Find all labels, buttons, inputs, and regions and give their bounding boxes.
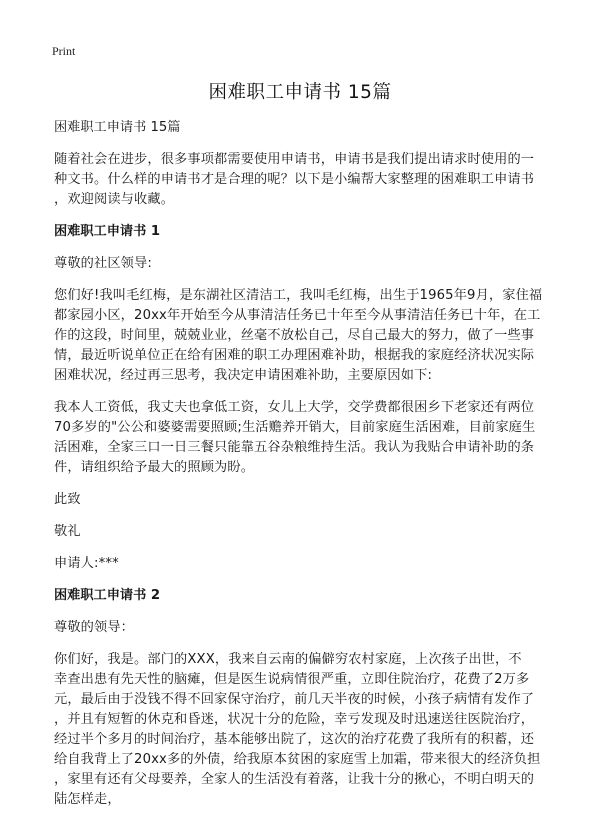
text-line: 你们好，我是。部门的XXX，我来自云南的偏僻穷农村家庭，上次孩子出世，不	[54, 652, 522, 667]
text-line: 70多岁的"公公和婆婆需要照顾;生活赡养开销大，目前家庭生活困难，目前家庭生	[54, 420, 536, 435]
section-heading: 困难职工申请书 1	[54, 224, 161, 239]
text-line: 给自我背上了20xx多的外债，给我原本贫困的家庭雪上加霜，带来很大的经济负担	[54, 752, 541, 767]
text-line: 情，最近听说单位正在给有困难的职工办理困难补助，根据我的家庭经济状况实际	[54, 348, 535, 363]
print-label: Print	[52, 44, 76, 58]
section-heading: 困难职工申请书 2	[54, 588, 161, 603]
text-line: 幸查出患有先天性的脑瘫，但是医生说病情很严重，立即住院治疗，花费了2万多	[54, 672, 530, 687]
closing-text: 此致	[54, 492, 81, 507]
text-line: 您们好!我叫毛红梅，是东湖社区清洁工，我叫毛红梅，出生于1965年9月，家住福	[54, 288, 543, 303]
document-body	[54, 118, 554, 822]
text-line: 陆怎样走，	[54, 792, 121, 807]
text-line: 我本人工资低，我丈夫也拿低工资，女儿上大学，交学费都很困乡下老家还有两位	[54, 400, 535, 415]
salutation: 尊敬的领导：	[54, 620, 135, 635]
closing-salute: 敬礼	[54, 524, 81, 539]
text-line: 困难状况，经过再三思考，我决定申请困难补助，主要原因如下:	[54, 368, 433, 383]
signature: 申请人:***	[54, 556, 119, 571]
intro-paragraph	[54, 150, 554, 210]
body-paragraph	[54, 650, 554, 810]
text-line: 活困难，全家三口一日三餐只能靠五谷杂粮维持生活。我认为我贴合申请补助的条	[54, 440, 535, 455]
text-line: 经过半个多月的时间治疗，基本能够出院了，这次的治疗花费了我所有的积蓄，还	[54, 732, 535, 747]
text-line: 作的这段，时间里，兢兢业业，丝毫不放松自己，尽自己最大的努力，做了一些事	[54, 328, 535, 343]
text-line: 种文书。什么样的申请书才是合理的呢？以下是小编帮大家整理的困难职工申请书	[54, 172, 535, 187]
text-line: 件，请组织给予最大的照顾为盼。	[54, 460, 255, 475]
body-paragraph	[54, 286, 554, 386]
document-subtitle: 困难职工申请书 15篇	[54, 120, 181, 135]
text-line: 随着社会在进步，很多事项都需要使用申请书，申请书是我们提出请求时使用的一	[54, 152, 535, 167]
text-line: 元，最后由于没钱不得不回家保守治疗，前几天半夜的时候，小孩子病情有发作了	[54, 692, 535, 707]
salutation: 尊敬的社区领导:	[54, 256, 152, 271]
text-line: ，欢迎阅读与收藏。	[54, 192, 175, 207]
text-line: ，家里有还有父母要养，全家人的生活没有着落，让我十分的揪心，不明白明天的	[54, 772, 535, 787]
body-paragraph	[54, 398, 554, 478]
document-title: 困难职工申请书 15篇	[208, 82, 392, 103]
text-line: ，并且有短暂的休克和昏迷，状况十分的危险，幸亏发现及时迅速送往医院治疗，	[54, 712, 535, 727]
text-line: 都家园小区，20xx年开始至今从事清洁任务已十年至今从事清洁任务已十年，在工	[54, 308, 541, 323]
